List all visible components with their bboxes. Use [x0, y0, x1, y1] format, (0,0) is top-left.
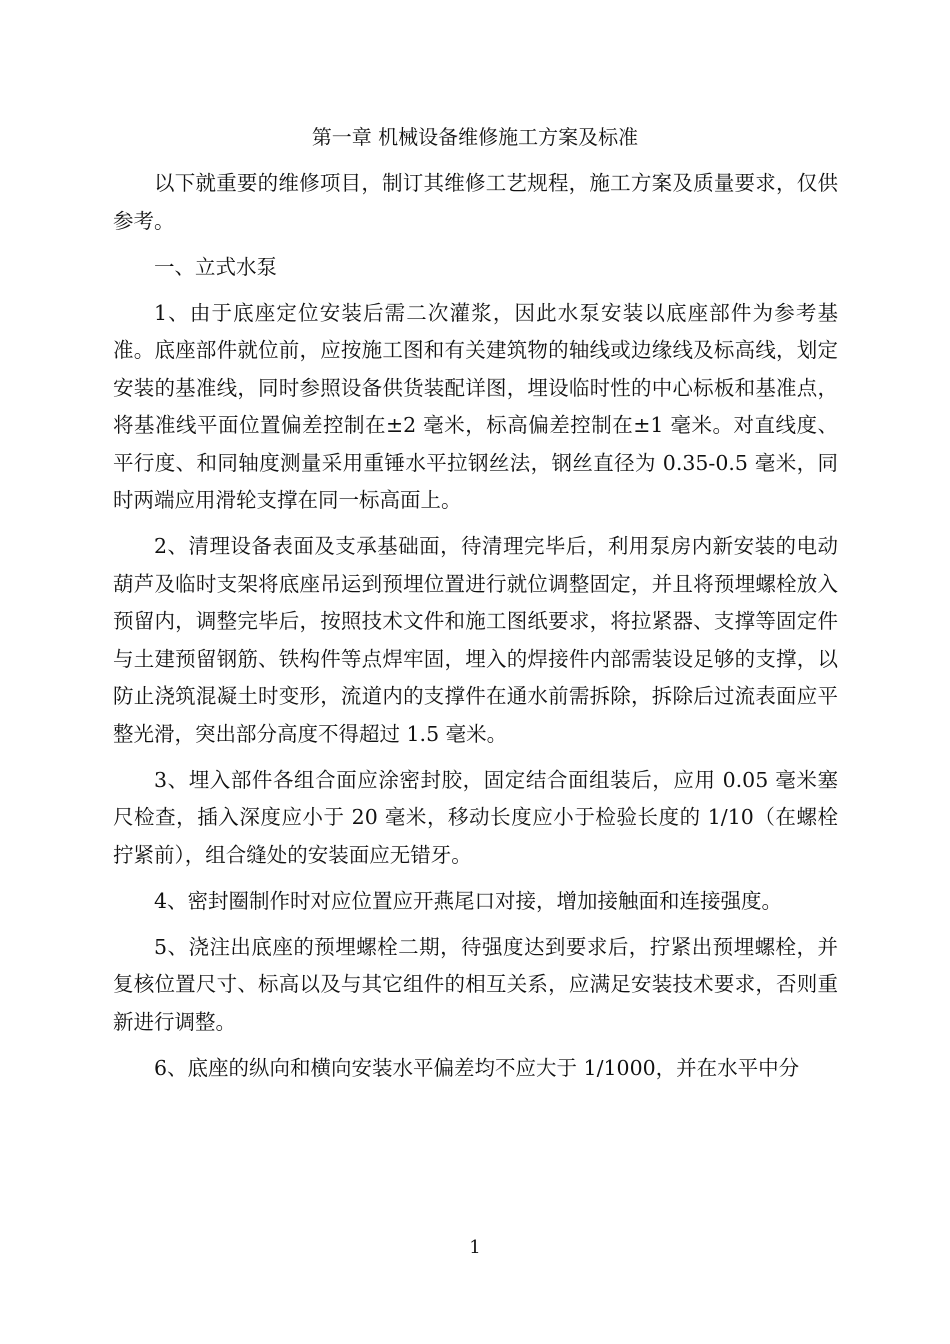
intro-paragraph: 以下就重要的维修项目，制订其维修工艺规程，施工方案及质量要求，仅供参考。	[113, 171, 838, 233]
paragraph-item-3: 3、埋入部件各组合面应涂密封胶，固定结合面组装后，应用 0.05 毫米塞尺检查，插入深度应小于 20 毫米，移动长度应小于检验长度的 1/10（在螺栓拧紧前），组合缝处的安装面应无错牙。	[113, 767, 838, 867]
page-number: 1	[469, 1237, 481, 1258]
paragraph-item-4: 4、密封圈制作时对应位置应开燕尾口对接，增加接触面和连接强度。	[154, 888, 783, 913]
paragraph-item-6: 6、底座的纵向和横向安装水平偏差均不应大于 1/1000，并在水平中分	[154, 1055, 800, 1080]
paragraph-item-5: 5、浇注出底座的预埋螺栓二期，待强度达到要求后，拧紧出预埋螺栓，并复核位置尺寸、标高以及与其它组件的相互关系，应满足安装技术要求，否则重新进行调整。	[113, 934, 838, 1034]
section-heading: 一、立式水泵	[154, 254, 277, 279]
document-body	[113, 165, 838, 1096]
paragraph-item-2: 2、清理设备表面及支承基础面，待清理完毕后，利用泵房内新安装的电动葫芦及临时支架将底座吊运到预埋位置进行就位调整固定，并且将预埋螺栓放入预留内，调整完毕后，按照技术文件和施工图纸要求，将拉紧器、支撑等固定件与土建预留钢筋、铁构件等点焊牢固，埋入的焊接件内部需装设足够的支撑，以防止浇筑混凝土时变形，流道内的支撑件在通水前需拆除，拆除后过流表面应平整光滑，突出部分高度不得超过 1.5 毫米。	[113, 534, 838, 746]
chapter-title: 第一章 机械设备维修施工方案及标准	[311, 125, 639, 149]
paragraph-item-1: 1、由于底座定位安装后需二次灌浆，因此水泵安装以底座部件为参考基准。底座部件就位前，应按施工图和有关建筑物的轴线或边缘线及标高线，划定安装的基准线，同时参照设备供货装配详图，埋设临时性的中心标板和基准点，将基准线平面位置偏差控制在±2 毫米，标高偏差控制在±1 毫米。对直线度、平行度、和同轴度测量采用重锤水平拉钢丝法，钢丝直径为 0.35-0.5 毫米，同时两端应用滑轮支撑在同一标高面上。	[113, 300, 838, 512]
